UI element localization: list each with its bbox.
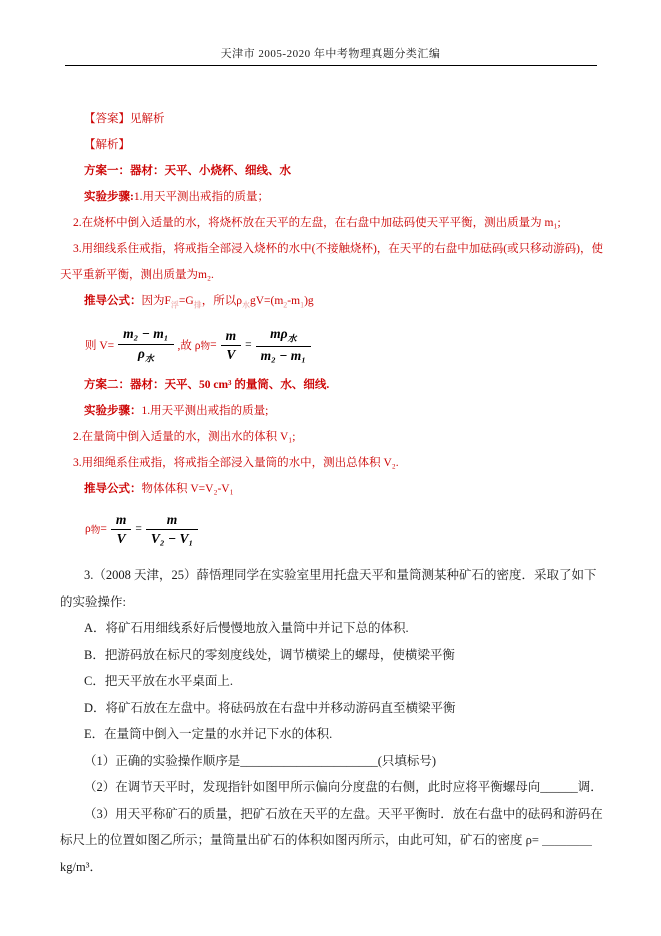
analysis-label: 【解析】 [84, 139, 130, 151]
scheme2-derive-text: 物体体积 V=V₂-V₁ [141, 483, 234, 496]
scheme2-derive-line [60, 476, 603, 502]
sub-question-3: （3）用天平称矿石的质量，把矿石放在天平的左盘。天平平衡时．放在右盘中的砝码和游码在标尺上的位置如图乙所示；量筒量出矿石的体积如图丙所示，由此可知，矿石的密度 ρ= ＿＿＿＿kg/m³． [60, 806, 603, 874]
question-block [60, 562, 603, 880]
page-header [0, 0, 661, 66]
scheme2-steps-line [60, 398, 603, 424]
sub-question-1: （1）正确的实验操作顺序是______________________(只填标号) [84, 753, 437, 768]
scheme2-step3: 3.用细绳系住戒指，将戒指全部浸入量筒的水中，测出总体积 V₂. [73, 457, 399, 470]
scheme1-steps-line [60, 184, 603, 210]
scheme1-title: 方案一：器材：天平、小烧杯、细线、水 [84, 165, 291, 177]
analysis-label-line [60, 132, 603, 158]
scheme2-steps-label: 实验步骤： [84, 405, 142, 418]
scheme1-steps-label: 实验步骤: [84, 191, 134, 203]
document-content [0, 66, 661, 880]
scheme2-step1: 1.用天平测出戒指的质量; [141, 405, 269, 418]
scheme2-derive-label: 推导公式： [84, 483, 142, 496]
question-option-b: B．把游码放在标尺的零刻度线处，调节横梁上的螺母，使横梁平衡 [84, 647, 455, 662]
scheme2-step2: 2.在量筒中倒入适量的水，测出水的体积 V₁; [73, 431, 296, 444]
question-option-a: A．将矿石用细线系好后慢慢地放入量筒中并记下总的体积. [84, 621, 409, 636]
question-stem: 3.（2008 天津，25）薛悟理同学在实验室里用托盘天平和量筒测某种矿石的密度．采取了如下的实验操作: [60, 568, 597, 609]
answer-text: 见解析 [130, 113, 165, 125]
sub-question-2: （2）在调节天平时，发现指针如图甲所示偏向分度盘的右侧，此时应将平衡螺母向______调． [84, 780, 603, 795]
question-option-e: E．在量筒中倒入一定量的水并记下水的体积. [84, 727, 333, 742]
scheme2-title: 方案二：器材：天平、50 cm³ 的量筒、水、细线. [84, 379, 330, 392]
answer-label: 【答案】 [84, 113, 130, 125]
scheme1-result-formula: 则 V= $\frac{\text{m₂ − m₁}}{\rho_水}$ ,故 ρ 物 = $\frac{m}{V}$ = $\frac{m\rho_水}{\text{m₂ − m₁}}$ [60, 318, 603, 372]
scheme1-derive-line [60, 288, 603, 318]
scheme2-result-formula: ρ 物 = $\frac{m}{V}$ = $\frac{m}{\text{V₂ − V₁}}$ [60, 502, 603, 556]
answer-line [60, 106, 603, 132]
header-title: 天津市 2005-2020 年中考物理真题分类汇编 [220, 48, 441, 60]
scheme1-step2: 2.在烧杯中倒入适量的水，将烧杯放在天平的左盘，在右盘中加砝码使天平平衡，测出质量为 m₁; [73, 217, 561, 229]
question-option-c: C．把天平放在水平桌面上. [84, 674, 233, 689]
scheme1-step3: 3.用细线系住戒指，将戒指全部浸入烧杯的水中(不接触烧杯)，在天平的右盘中加砝码(或只移动游码)，使天平重新平衡，测出质量为m₂. [60, 243, 603, 281]
scheme1-step1: 1.用天平测出戒指的质量； [133, 191, 269, 203]
question-option-d: D．将矿石放在左盘中。将砝码放在右盘中并移动游码直至横梁平衡 [84, 700, 456, 715]
scheme1-derive-formula: 因为$F_浮=G_排$，所以$\rho_水gV=(m_2-m_1)g$ [141, 295, 314, 310]
scheme1-derive-label: 推导公式： [84, 295, 142, 307]
